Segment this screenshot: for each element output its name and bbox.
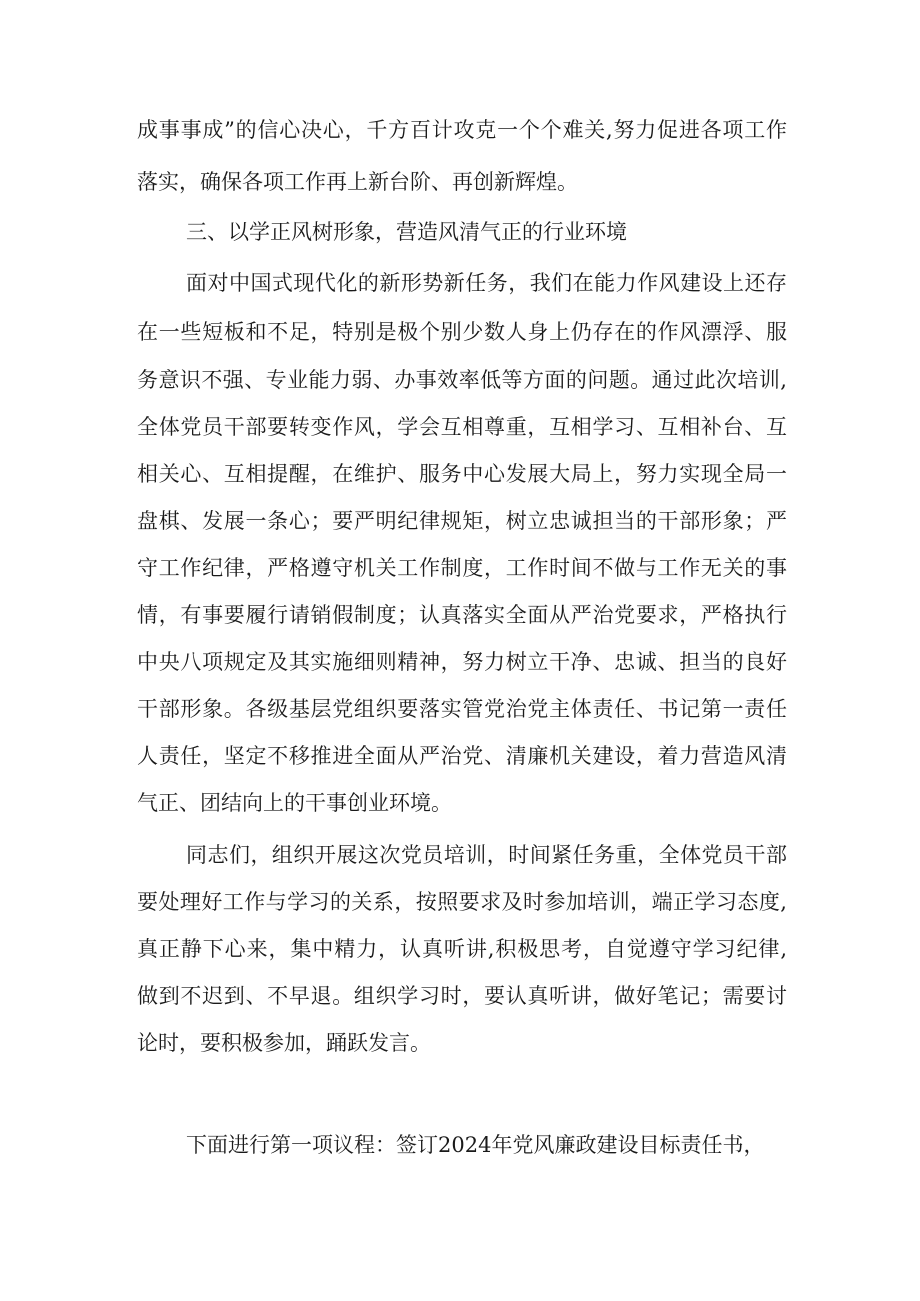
paragraph-2-line-8: 情，有事要履行请销假制度；认真落实全面从严治党要求，严格执行: [137, 603, 787, 627]
paragraph-2-line-10: 干部形象。各级基层党组织要落实管党治党主体责任、书记第一责任: [137, 697, 787, 721]
agenda-line: 下面进行第一项议程：签订2024年党风廉政建设目标责任书，: [186, 1133, 765, 1157]
paragraph-2-line-9: 中央八项规定及其实施细则精神，努力树立干净、忠诚、担当的良好: [137, 650, 787, 674]
section-heading-3: 三、以学正风树形象，营造风清气正的行业环境: [186, 220, 627, 244]
paragraph-2-line-7: 守工作纪律，严格遵守机关工作制度，工作时间不做与工作无关的事: [137, 556, 787, 580]
paragraph-2-line-5: 相关心、互相提醒，在维护、服务中心发展大局上，努力实现全局一: [137, 462, 787, 486]
paragraph-3-line-2: 要处理好工作与学习的关系，按照要求及时参加培训，端正学习态度,: [137, 890, 787, 914]
paragraph-2-line-3: 务意识不强、专业能力弱、办事效率低等方面的问题。通过此次培训,: [137, 368, 787, 392]
paragraph-1-line-1: 成事事成”的信心决心，千方百计攻克一个个难关,努力促进各项工作: [137, 118, 787, 142]
paragraph-2-line-4: 全体党员干部要转变作风，学会互相尊重，互相学习、互相补台、互: [137, 415, 787, 439]
paragraph-1-line-2: 落实，确保各项工作再上新台阶、再创新辉煌。: [137, 170, 578, 194]
paragraph-3-line-3: 真正静下心来，集中精力，认真听讲,积极思考，自觉遵守学习纪律,: [137, 937, 787, 961]
paragraph-2-line-12: 气正、团结向上的干事创业环境。: [137, 791, 452, 815]
paragraph-3-line-4: 做到不迟到、不早退。组织学习时，要认真听讲，做好笔记；需要讨: [137, 984, 787, 1008]
paragraph-3-line-5: 论时，要积极参加，踊跃发言。: [137, 1031, 431, 1055]
paragraph-2-line-6: 盘棋、发展一条心；要严明纪律规矩，树立忠诚担当的干部形象；严: [137, 509, 787, 533]
paragraph-3-line-1: 同志们，组织开展这次党员培训，时间紧任务重，全体党员干部: [186, 843, 787, 867]
paragraph-2-line-11: 人责任，坚定不移推进全面从严治党、清廉机关建设，着力营造风清: [137, 744, 787, 768]
paragraph-2-line-1: 面对中国式现代化的新形势新任务，我们在能力作风建设上还存: [186, 271, 787, 295]
paragraph-2-line-2: 在一些短板和不足，特别是极个别少数人身上仍存在的作风漂浮、服: [137, 320, 787, 344]
